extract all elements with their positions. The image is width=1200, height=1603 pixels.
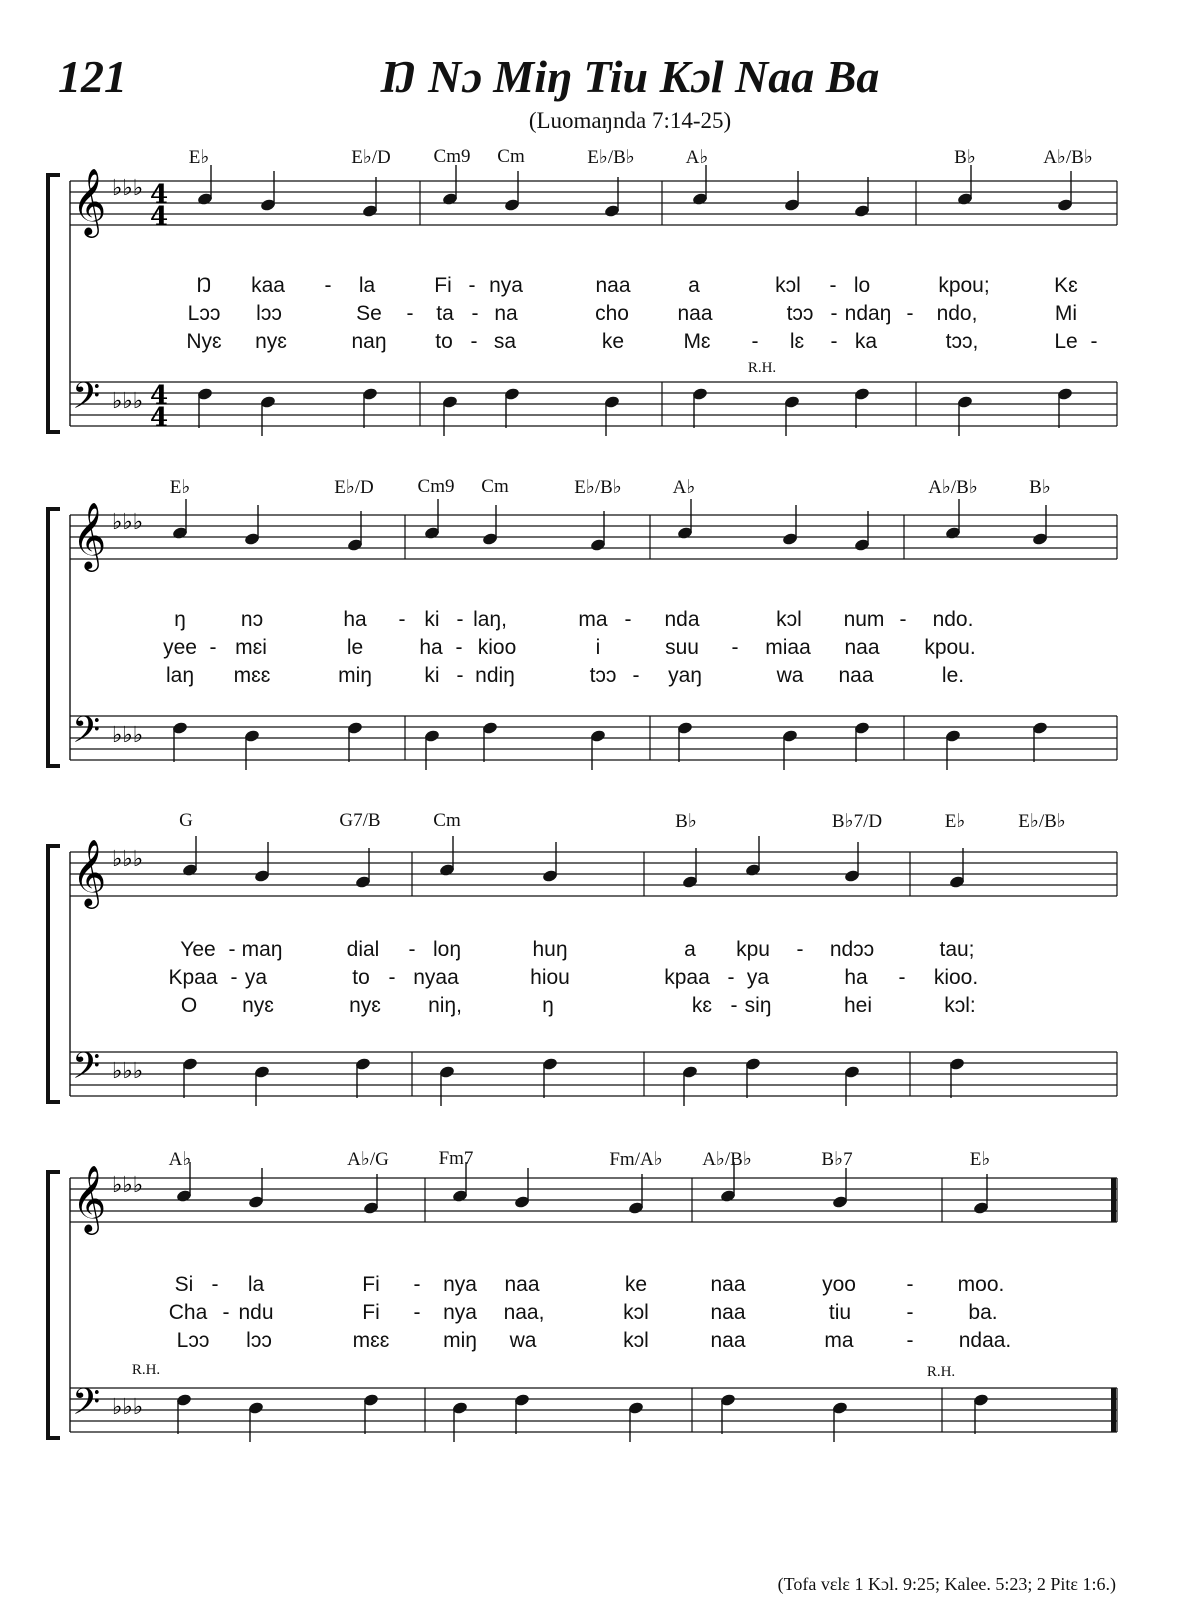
lyric-syllable: ndaa. bbox=[958, 1329, 1012, 1352]
chord-symbol: E♭ bbox=[944, 811, 966, 832]
lyric-hyphen: - bbox=[727, 966, 735, 989]
lyric-syllable: ma bbox=[578, 608, 608, 631]
lyric-syllable: yoo bbox=[822, 1273, 856, 1296]
flat-key-signature-icon: ♭♭♭ bbox=[112, 510, 144, 535]
lyric-syllable: nyaa bbox=[413, 966, 459, 989]
chord-symbol: B♭ bbox=[675, 811, 697, 832]
lyric-syllable: miaa bbox=[765, 636, 811, 659]
chord-symbol: Cm9 bbox=[417, 476, 455, 497]
lyric-syllable: miŋ bbox=[338, 664, 372, 687]
lyric-syllable: ke bbox=[624, 1273, 648, 1296]
chord-symbol: A♭/G bbox=[347, 1149, 389, 1170]
system-bracket bbox=[48, 846, 60, 1102]
lyric-syllable: le. bbox=[941, 664, 965, 687]
chord-symbol: E♭/B♭ bbox=[1018, 811, 1066, 832]
lyric-syllable: to bbox=[435, 330, 453, 353]
right-hand-marking: R.H. bbox=[747, 360, 777, 376]
lyric-syllable: maŋ bbox=[241, 938, 283, 961]
lyric-syllable: kpu bbox=[736, 938, 770, 961]
chord-symbol: A♭ bbox=[672, 477, 696, 498]
lyric-syllable: loŋ bbox=[432, 938, 462, 961]
lyric-syllable: ba. bbox=[968, 1301, 998, 1324]
lyric-syllable: nyɛ bbox=[349, 994, 381, 1017]
hymn-title: Ŋ Nɔ Miŋ Tiu Kɔl Naa Ba bbox=[380, 51, 880, 102]
treble-clef-icon: 𝄞 bbox=[72, 1164, 107, 1232]
lyric-syllable: kioo. bbox=[933, 966, 979, 989]
lyric-syllable: ndu bbox=[238, 1301, 274, 1324]
lyric-syllable: niŋ, bbox=[428, 994, 462, 1017]
flat-key-signature-icon: ♭♭♭ bbox=[112, 1059, 144, 1084]
lyric-hyphen: - bbox=[230, 966, 238, 989]
lyric-syllable: mɛɛ bbox=[352, 1329, 390, 1352]
flat-key-signature-icon: ♭♭♭ bbox=[112, 389, 144, 414]
lyric-syllable: lɛ bbox=[789, 330, 805, 353]
time-signature-icon: 4 bbox=[150, 180, 169, 210]
lyric-syllable: sa bbox=[493, 330, 517, 353]
treble-clef-icon: 𝄞 bbox=[72, 501, 107, 569]
lyric-hyphen: - bbox=[408, 938, 416, 961]
lyric-syllable: la bbox=[358, 274, 376, 297]
lyric-syllable: wa bbox=[509, 1329, 537, 1352]
lyric-syllable: ndo, bbox=[936, 302, 978, 325]
lyric-hyphen: - bbox=[228, 938, 236, 961]
lyric-syllable: naŋ bbox=[351, 330, 387, 353]
lyric-syllable: ya bbox=[746, 966, 770, 989]
chord-symbol: G bbox=[179, 810, 193, 831]
lyric-syllable: ha bbox=[844, 966, 868, 989]
lyric-syllable: nya bbox=[443, 1301, 477, 1324]
lyric-hyphen: - bbox=[751, 330, 759, 353]
lyric-syllable: ki bbox=[424, 664, 440, 687]
lyric-syllable: yaŋ bbox=[668, 664, 702, 687]
lyric-hyphen: - bbox=[406, 302, 414, 325]
lyric-hyphen: - bbox=[830, 302, 838, 325]
lyric-syllable: nɔ bbox=[240, 608, 264, 631]
lyric-syllable: kɛ bbox=[691, 994, 713, 1017]
lyric-syllable: la bbox=[247, 1273, 265, 1296]
lyric-syllable: dial bbox=[346, 938, 380, 961]
chord-symbol: B♭ bbox=[1029, 477, 1051, 498]
treble-clef-icon: 𝄞 bbox=[72, 838, 107, 906]
lyric-syllable: kɔl bbox=[623, 1301, 649, 1324]
cross-reference: (Tofa vɛlɛ 1 Kɔl. 9:25; Kalee. 5:23; 2 Pitɛ 1:6.) bbox=[777, 1574, 1116, 1594]
lyric-syllable: Le bbox=[1054, 330, 1078, 353]
lyric-syllable: ha bbox=[343, 608, 367, 631]
lyric-hyphen: - bbox=[455, 636, 463, 659]
lyric-syllable: Si bbox=[174, 1273, 194, 1296]
lyric-syllable: miŋ bbox=[443, 1329, 477, 1352]
lyric-syllable: kpou; bbox=[938, 274, 990, 297]
lyric-syllable: naa bbox=[595, 274, 631, 297]
lyric-syllable: Fi bbox=[434, 274, 452, 297]
lyric-hyphen: - bbox=[413, 1301, 421, 1324]
lyric-syllable: hei bbox=[843, 994, 873, 1017]
right-hand-marking: R.H. bbox=[131, 1362, 161, 1378]
lyric-syllable: naa, bbox=[503, 1301, 545, 1324]
lyric-syllable: ŋ bbox=[174, 608, 186, 631]
chord-symbol: E♭ bbox=[969, 1149, 991, 1170]
lyric-hyphen: - bbox=[731, 636, 739, 659]
lyric-syllable: ke bbox=[601, 330, 625, 353]
lyric-hyphen: - bbox=[388, 966, 396, 989]
lyric-syllable: Lɔɔ bbox=[176, 1329, 210, 1352]
lyric-hyphen: - bbox=[222, 1301, 230, 1324]
flat-key-signature-icon: ♭♭♭ bbox=[112, 847, 144, 872]
lyric-syllable: i bbox=[595, 636, 601, 659]
lyric-syllable: suu bbox=[665, 636, 699, 659]
flat-key-signature-icon: ♭♭♭ bbox=[112, 1173, 144, 1198]
time-signature-icon: 4 bbox=[150, 381, 169, 411]
lyric-syllable: Se bbox=[356, 302, 382, 325]
lyric-hyphen: - bbox=[899, 608, 907, 631]
lyric-hyphen: - bbox=[413, 1273, 421, 1296]
flat-key-signature-icon: ♭♭♭ bbox=[112, 176, 144, 201]
chord-symbol: A♭/B♭ bbox=[1043, 147, 1093, 168]
lyric-syllable: kɔl: bbox=[944, 994, 976, 1017]
lyric-hyphen: - bbox=[471, 302, 479, 325]
lyric-syllable: naa bbox=[710, 1273, 746, 1296]
lyric-syllable: le bbox=[346, 636, 364, 659]
lyric-syllable: tiu bbox=[828, 1301, 852, 1324]
lyric-hyphen: - bbox=[906, 1329, 914, 1352]
lyric-syllable: huŋ bbox=[532, 938, 568, 961]
lyric-hyphen: - bbox=[632, 664, 640, 687]
lyric-syllable: O bbox=[180, 994, 198, 1017]
lyric-hyphen: - bbox=[796, 938, 804, 961]
lyric-syllable: moo. bbox=[957, 1273, 1005, 1296]
right-hand-marking: R.H. bbox=[926, 1364, 956, 1380]
lyric-hyphen: - bbox=[398, 608, 406, 631]
lyric-syllable: naa bbox=[504, 1273, 540, 1296]
chord-symbol: E♭/D bbox=[351, 147, 391, 168]
chord-symbol: A♭/B♭ bbox=[928, 477, 978, 498]
lyric-syllable: Kpaa bbox=[168, 966, 218, 989]
lyric-syllable: hiou bbox=[530, 966, 570, 989]
lyric-syllable: Fi bbox=[362, 1301, 380, 1324]
lyric-syllable: lɔɔ bbox=[256, 302, 282, 325]
chord-symbol: Cm bbox=[433, 810, 461, 831]
lyric-syllable: a bbox=[684, 938, 696, 961]
final-barline bbox=[1111, 1178, 1116, 1222]
lyric-syllable: laŋ bbox=[165, 664, 195, 687]
lyric-syllable: Ŋ bbox=[196, 274, 212, 297]
lyric-hyphen: - bbox=[624, 608, 632, 631]
lyric-syllable: laŋ, bbox=[473, 608, 507, 631]
lyric-syllable: naa bbox=[844, 636, 880, 659]
chord-symbol: E♭/B♭ bbox=[587, 147, 635, 168]
lyric-syllable: ha bbox=[419, 636, 443, 659]
lyric-syllable: Mi bbox=[1054, 302, 1078, 325]
flat-key-signature-icon: ♭♭♭ bbox=[112, 723, 144, 748]
lyric-hyphen: - bbox=[1090, 330, 1098, 353]
lyric-hyphen: - bbox=[456, 664, 464, 687]
final-barline bbox=[1111, 1388, 1116, 1432]
chord-symbol: G7/B bbox=[339, 810, 381, 831]
lyric-syllable: Yee bbox=[180, 938, 216, 961]
chord-symbol: B♭7/D bbox=[831, 811, 883, 832]
lyric-syllable: nyɛ bbox=[242, 994, 274, 1017]
lyric-syllable: Nyɛ bbox=[186, 330, 222, 353]
chord-symbol: A♭/B♭ bbox=[702, 1149, 752, 1170]
chord-symbol: Cm bbox=[481, 476, 509, 497]
chord-symbol: E♭/B♭ bbox=[574, 477, 622, 498]
chord-symbol: A♭ bbox=[168, 1149, 192, 1170]
lyric-syllable: Kɛ bbox=[1054, 274, 1078, 297]
chord-symbol: B♭ bbox=[954, 147, 976, 168]
lyric-syllable: a bbox=[688, 274, 700, 297]
lyric-hyphen: - bbox=[906, 302, 914, 325]
lyric-syllable: kpaa bbox=[664, 966, 710, 989]
time-signature-icon: 4 bbox=[150, 202, 169, 232]
lyric-syllable: na bbox=[494, 302, 518, 325]
lyric-syllable: tɔɔ, bbox=[945, 330, 979, 353]
bass-clef-icon: 𝄢 bbox=[72, 1381, 101, 1432]
lyric-syllable: wa bbox=[776, 664, 804, 687]
hymn-number: 121 bbox=[58, 51, 127, 102]
chord-symbol: B♭7 bbox=[821, 1149, 853, 1170]
chord-symbol: Cm9 bbox=[433, 146, 471, 167]
scripture-reference: (Luomaŋnda 7:14-25) bbox=[528, 108, 732, 133]
lyric-syllable: ndo. bbox=[932, 608, 974, 631]
lyric-syllable: siŋ bbox=[744, 994, 772, 1017]
lyric-syllable: nyɛ bbox=[255, 330, 287, 353]
lyric-syllable: kaa bbox=[251, 274, 285, 297]
lyric-hyphen: - bbox=[211, 1273, 219, 1296]
lyric-syllable: Cha bbox=[168, 1301, 208, 1324]
lyric-syllable: cho bbox=[595, 302, 629, 325]
chord-symbol: Fm7 bbox=[438, 1148, 474, 1169]
lyric-syllable: ndiŋ bbox=[475, 664, 515, 687]
time-signature-icon: 4 bbox=[150, 403, 169, 433]
bass-clef-icon: 𝄢 bbox=[72, 375, 101, 426]
system-bracket bbox=[48, 1172, 60, 1438]
lyric-hyphen: - bbox=[456, 608, 464, 631]
lyric-syllable: Fi bbox=[362, 1273, 380, 1296]
lyric-syllable: nya bbox=[443, 1273, 477, 1296]
lyric-syllable: mɛɛ bbox=[233, 664, 271, 687]
chord-symbol: Fm/A♭ bbox=[609, 1149, 663, 1170]
lyric-syllable: Lɔɔ bbox=[187, 302, 221, 325]
lyric-syllable: yee bbox=[163, 636, 197, 659]
lyric-syllable: ndaŋ bbox=[844, 302, 892, 325]
chord-symbol: E♭ bbox=[169, 477, 191, 498]
lyric-syllable: naa bbox=[710, 1301, 746, 1324]
lyric-syllable: kɔl bbox=[776, 608, 802, 631]
lyric-syllable: num bbox=[843, 608, 885, 631]
lyric-syllable: kɔl bbox=[623, 1329, 649, 1352]
bass-clef-icon: 𝄢 bbox=[72, 709, 101, 760]
lyric-syllable: to bbox=[352, 966, 370, 989]
lyric-syllable: tɔɔ bbox=[786, 302, 814, 325]
lyric-hyphen: - bbox=[468, 274, 476, 297]
lyric-hyphen: - bbox=[906, 1273, 914, 1296]
bass-clef-icon: 𝄢 bbox=[72, 1045, 101, 1096]
lyric-syllable: kioo bbox=[477, 636, 517, 659]
lyric-hyphen: - bbox=[730, 994, 738, 1017]
chord-symbol: A♭ bbox=[685, 147, 709, 168]
treble-clef-icon: 𝄞 bbox=[72, 167, 107, 235]
lyric-syllable: lɔɔ bbox=[246, 1329, 272, 1352]
system-bracket bbox=[48, 509, 60, 766]
lyric-syllable: nya bbox=[489, 274, 523, 297]
lyric-syllable: lo bbox=[853, 274, 871, 297]
lyric-syllable: naa bbox=[838, 664, 874, 687]
chord-symbol: Cm bbox=[497, 146, 525, 167]
lyric-syllable: tau; bbox=[939, 938, 975, 961]
lyric-syllable: ŋ bbox=[542, 994, 554, 1017]
lyric-syllable: ka bbox=[854, 330, 878, 353]
chord-symbol: E♭ bbox=[188, 147, 210, 168]
lyric-hyphen: - bbox=[830, 330, 838, 353]
lyric-syllable: kpou. bbox=[924, 636, 976, 659]
lyric-hyphen: - bbox=[906, 1301, 914, 1324]
lyric-syllable: ki bbox=[424, 608, 440, 631]
chord-symbol: E♭/D bbox=[334, 477, 374, 498]
lyric-hyphen: - bbox=[898, 966, 906, 989]
lyric-syllable: naa bbox=[677, 302, 713, 325]
lyric-hyphen: - bbox=[829, 274, 837, 297]
lyric-hyphen: - bbox=[209, 636, 217, 659]
lyric-syllable: naa bbox=[710, 1329, 746, 1352]
lyric-syllable: tɔɔ bbox=[589, 664, 617, 687]
system-bracket bbox=[48, 175, 60, 432]
lyric-syllable: ma bbox=[824, 1329, 854, 1352]
lyric-syllable: ta bbox=[436, 302, 454, 325]
lyric-hyphen: - bbox=[470, 330, 478, 353]
lyric-syllable: kɔl bbox=[775, 274, 801, 297]
lyric-syllable: nda bbox=[664, 608, 700, 631]
flat-key-signature-icon: ♭♭♭ bbox=[112, 1395, 144, 1420]
lyric-syllable: ndɔɔ bbox=[829, 938, 875, 961]
lyric-syllable: mɛi bbox=[235, 636, 267, 659]
lyric-syllable: ya bbox=[244, 966, 268, 989]
lyric-syllable: Mɛ bbox=[683, 330, 711, 353]
lyric-hyphen: - bbox=[324, 274, 332, 297]
